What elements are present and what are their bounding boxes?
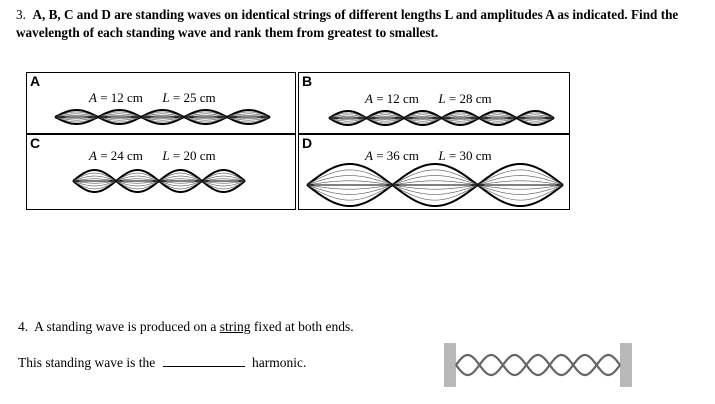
wave-envelope-curve [307, 164, 563, 185]
panel-c-amplitude-value: = 24 cm [96, 148, 143, 163]
question-4-suffix: fixed at both ends. [250, 319, 354, 334]
panel-c [26, 134, 296, 210]
panel-b-length-value: = 28 cm [445, 91, 492, 106]
panel-a [26, 72, 296, 134]
panel-c-amplitude-symbol: A [89, 148, 97, 163]
wave-envelope-curve [307, 185, 563, 189]
panel-b-params [365, 91, 492, 107]
question-3-text: A, B, C and D are standing waves on identical strings of different lengths L and amplitudes A as indicated. Find the wavelength of each standing wave and rank them from greatest to smallest. [16, 7, 679, 40]
wave-envelope-curve [307, 181, 563, 185]
panel-a-standing-wave [55, 109, 270, 125]
panel-d-amplitude-symbol: A [365, 148, 373, 163]
question-4-line2-suffix: harmonic. [251, 355, 307, 370]
panel-a-amplitude-value: = 12 cm [96, 90, 143, 105]
harmonic-wave-curve [456, 355, 620, 375]
panel-d-standing-wave [307, 163, 563, 207]
question-4-prefix: A standing wave is produced on a [34, 319, 220, 334]
panel-b-length-symbol: L [438, 91, 446, 106]
wave-envelope-curve [307, 185, 563, 200]
panel-c-length-value: = 20 cm [169, 148, 216, 163]
wave-envelope-curve [73, 170, 245, 181]
answer-blank[interactable] [163, 354, 245, 367]
panel-d-letter: D [302, 135, 313, 151]
wave-envelope-curve [307, 185, 563, 206]
right-fixed-end [620, 343, 632, 387]
wave-envelope-curve [307, 176, 563, 185]
wave-envelope-curve [307, 170, 563, 185]
panel-c-length-symbol: L [162, 148, 170, 163]
panel-d [298, 134, 570, 210]
left-fixed-end [444, 343, 456, 387]
panel-d-amplitude-value: = 36 cm [372, 148, 419, 163]
wave-envelope-curve [73, 181, 245, 192]
question-3 [16, 6, 706, 42]
panel-a-amplitude-symbol: A [89, 90, 97, 105]
panel-c-letter: C [30, 135, 41, 151]
panel-b-standing-wave [329, 110, 554, 126]
panel-b-amplitude-symbol: A [365, 91, 373, 106]
panel-b-amplitude-value: = 12 cm [372, 91, 419, 106]
panel-d-params [365, 148, 492, 164]
harmonic-wave-loops [456, 355, 620, 375]
panel-c-standing-wave [73, 169, 245, 193]
wave-envelope-curve [307, 185, 563, 194]
question-4-line-2 [18, 354, 306, 371]
panel-b [298, 72, 570, 134]
harmonic-wave-figure [444, 343, 632, 387]
panel-a-letter: A [30, 73, 41, 89]
panel-a-params [89, 90, 216, 106]
string-link[interactable]: string [219, 319, 251, 334]
question-3-number: 3. [16, 7, 26, 22]
panel-d-length-value: = 30 cm [445, 148, 492, 163]
question-4 [18, 319, 354, 335]
question-4-number: 4. [18, 319, 29, 334]
question-4-line2-prefix: This standing wave is the [18, 355, 156, 370]
panel-a-length-symbol: L [162, 90, 170, 105]
panel-a-length-value: = 25 cm [169, 90, 216, 105]
panel-c-params [89, 148, 216, 164]
panel-d-length-symbol: L [438, 148, 446, 163]
panel-b-letter: B [302, 73, 313, 89]
